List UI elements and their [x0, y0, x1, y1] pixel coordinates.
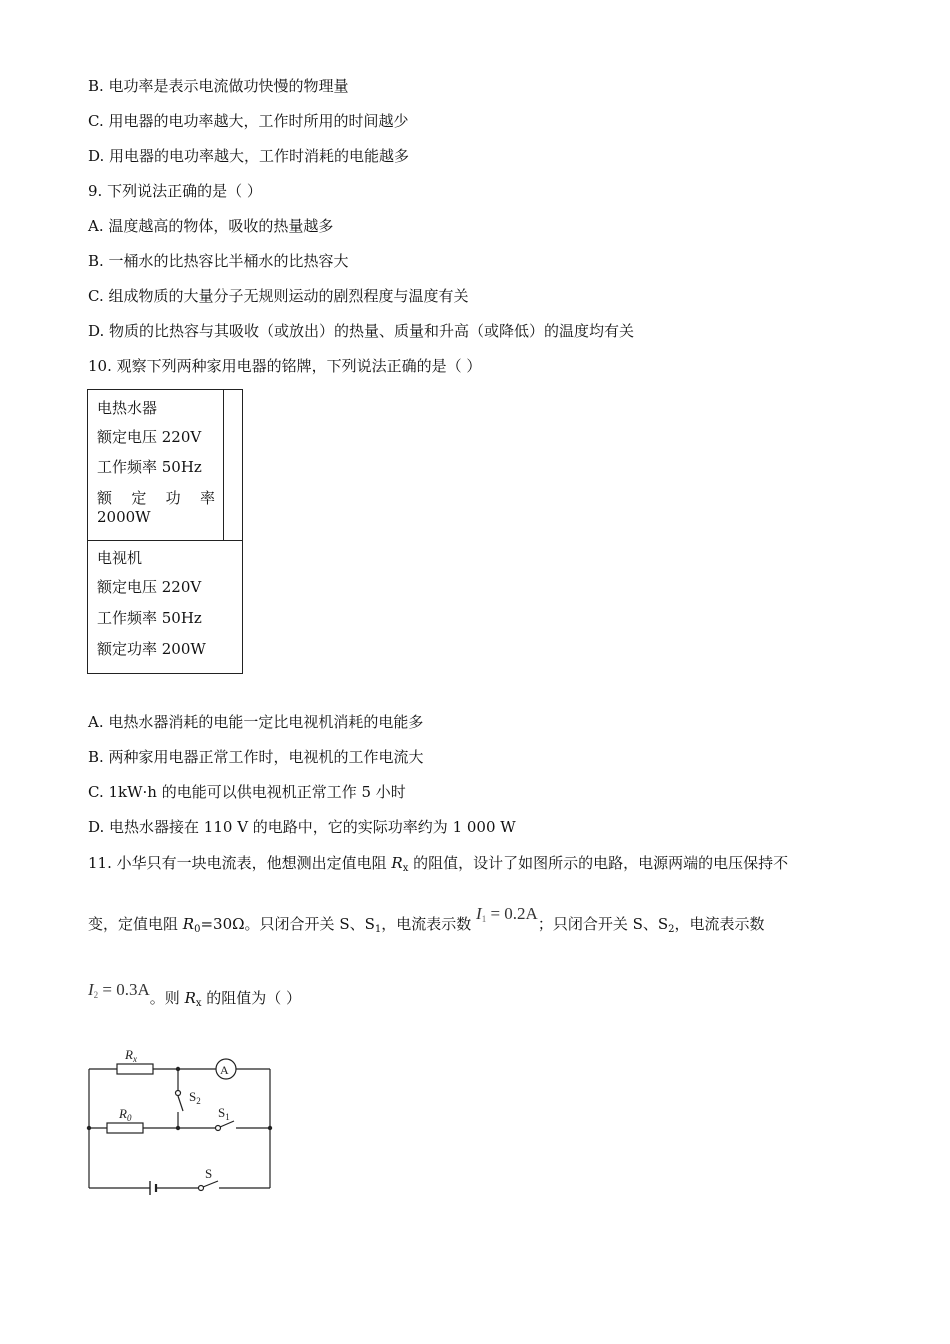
heater-nameplate	[87, 389, 243, 541]
q10-option-b: B. 两种家用电器正常工作时，电视机的工作电流大	[88, 748, 424, 766]
q9-option-d: D. 物质的比热容与其吸收（或放出）的热量、质量和升高（或降低）的温度均有关	[88, 322, 635, 340]
q9-option-c: C. 组成物质的大量分子无规则运动的剧烈程度与温度有关	[88, 287, 469, 305]
q9-option-b: B. 一桶水的比热容比半桶水的比热容大	[88, 252, 349, 270]
rx-subscript: x	[402, 863, 409, 874]
q9-option-a: A. 温度越高的物体，吸收的热量越多	[88, 217, 334, 235]
ammeter-label: A	[220, 1063, 229, 1077]
q10-option-d: D. 电热水器接在 110 V 的电路中，它的实际功率约为 1 000 W	[88, 818, 516, 836]
i2-value: = 0.3A	[98, 980, 150, 999]
heater-frequency: 工作频率 50Hz	[97, 458, 202, 476]
rx-variable: R	[184, 989, 196, 1007]
i2-subscript: 2	[93, 990, 99, 1000]
r0-resistor	[107, 1123, 143, 1133]
r0-variable: R	[182, 915, 195, 933]
junction-dot	[87, 1126, 91, 1130]
q11-line-2	[88, 904, 765, 940]
s1-label: $S_1$	[218, 1105, 230, 1122]
power-label-char: 定	[131, 489, 147, 507]
q11-text: 。则	[149, 989, 185, 1007]
power-label-char: 率	[199, 489, 215, 507]
power-label-char: 功	[165, 489, 181, 507]
q11-text: 的阻值为（ ）	[201, 989, 302, 1007]
tv-name: 电视机	[97, 549, 143, 567]
q8-option-b: B. 电功率是表示电流做功快慢的物理量	[88, 77, 349, 95]
r0-label: $R_0$	[119, 1106, 132, 1123]
tv-frequency: 工作频率 50Hz	[97, 609, 202, 627]
power-label-char: 额	[97, 489, 113, 507]
r0-subscript: 0	[194, 924, 201, 935]
q11-text: ，电流表示数	[381, 915, 477, 933]
tv-voltage: 额定电压 220V	[97, 578, 202, 596]
q9-stem: 9. 下列说法正确的是（ ）	[88, 182, 262, 200]
nameplate-divider	[223, 390, 224, 540]
junction-dot	[176, 1067, 180, 1071]
q11-text: 的阻值，设计了如图所示的电路，电源两端的电压保持不	[408, 854, 789, 872]
q10-option-c: C. 1kW·h 的电能可以供电视机正常工作 5 小时	[88, 783, 406, 801]
s2-switch-blade	[178, 1096, 183, 1111]
q8-option-c: C. 用电器的电功率越大，工作时所用的时间越少	[88, 112, 409, 130]
s1-subscript: 1	[374, 924, 382, 935]
q10-option-a: A. 电热水器消耗的电能一定比电视机消耗的电能多	[88, 713, 424, 731]
q11-line-1	[88, 853, 788, 879]
i1-variable: I	[476, 904, 482, 923]
heater-power-label	[97, 488, 215, 508]
formula-i1	[476, 904, 538, 923]
heater-name: 电热水器	[97, 399, 158, 417]
circuit-diagram	[80, 1040, 280, 1200]
s-switch-blade	[203, 1181, 218, 1187]
s-label: S	[205, 1166, 213, 1181]
i1-value: = 0.2A	[486, 904, 538, 923]
tv-power: 额定功率 200W	[97, 640, 206, 658]
rx-label: $R_x$	[125, 1047, 137, 1064]
s2-contact	[176, 1091, 181, 1096]
junction-dot	[176, 1126, 180, 1130]
s2-subscript: 2	[668, 924, 675, 935]
junction-dot	[268, 1126, 272, 1130]
q11-text: 11. 小华只有一块电流表，他想测出定值电阻	[88, 854, 392, 872]
q11-text: ；只闭合开关 S、S	[537, 915, 669, 933]
rx-subscript: x	[195, 998, 202, 1009]
heater-voltage: 额定电压 220V	[97, 428, 202, 446]
i1-subscript: 1	[481, 914, 487, 924]
q8-option-d: D. 用电器的电功率越大，工作时消耗的电能越多	[88, 147, 410, 165]
rx-variable: R	[391, 854, 403, 872]
formula-i2	[88, 980, 150, 999]
q11-text: ，电流表示数	[674, 915, 765, 933]
rx-resistor	[117, 1064, 153, 1074]
s1-contact	[216, 1126, 221, 1131]
s-contact	[199, 1186, 204, 1191]
heater-power-value: 2000W	[97, 508, 151, 526]
q10-stem: 10. 观察下列两种家用电器的铭牌，下列说法正确的是（ ）	[88, 357, 482, 375]
q11-text: =30Ω。只闭合开关 S、S	[200, 915, 375, 933]
tv-nameplate	[87, 540, 243, 674]
s2-label: $S_2$	[189, 1089, 201, 1106]
q11-text: 变，定值电阻	[88, 915, 183, 933]
q11-line-3	[88, 980, 302, 1014]
i2-variable: I	[88, 980, 94, 999]
